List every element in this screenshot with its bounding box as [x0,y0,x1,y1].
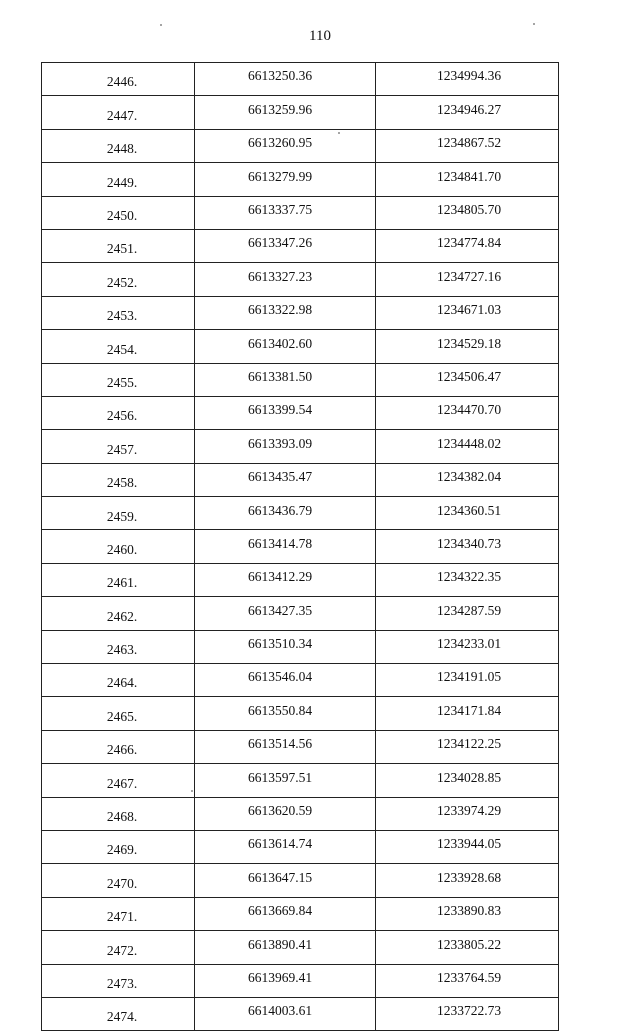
point-number-cell [42,830,195,863]
y-coordinate-cell [376,730,559,763]
table-row [42,997,559,1030]
point-number-cell [42,597,195,630]
y-coordinate-cell-text: 1234340.73 [436,535,502,551]
y-coordinate-cell-text: 1234805.70 [436,202,502,217]
y-coordinate-cell [376,664,559,697]
point-number-cell [42,129,195,162]
point-number-cell-text: 2468. [106,809,138,825]
table-row [42,196,559,229]
point-number-cell [42,396,195,429]
point-number-cell-text: 2473. [106,975,138,991]
table-row [42,730,559,763]
y-coordinate-cell [376,897,559,930]
y-coordinate-cell-text: 1233805.22 [436,936,502,952]
x-coordinate-cell [195,63,376,96]
point-number-cell-text: 2452. [106,274,138,290]
y-coordinate-cell [376,196,559,229]
x-coordinate-cell [195,830,376,863]
table-row [42,363,559,396]
page-number: 110 [309,28,331,44]
point-number-cell [42,363,195,396]
y-coordinate-cell [376,864,559,897]
coordinate-table [41,62,559,1031]
x-coordinate-cell-text: 6613614.74 [247,836,313,852]
table-row [42,897,559,930]
x-coordinate-cell [195,697,376,730]
point-number-cell-text: 2471. [106,909,138,925]
point-number-cell [42,96,195,129]
point-number-cell [42,296,195,329]
x-coordinate-cell-text: 6613402.60 [247,335,313,351]
y-coordinate-cell [376,363,559,396]
y-coordinate-cell [376,96,559,129]
point-number-cell [42,931,195,964]
y-coordinate-cell [376,830,559,863]
x-coordinate-cell-text: 6613597.51 [247,769,313,785]
point-number-cell-text: 2446. [106,74,138,90]
x-coordinate-cell-text: 6613259.96 [247,101,313,117]
point-number-cell [42,664,195,697]
x-coordinate-cell-text: 6613381.50 [247,368,313,384]
point-number-cell [42,897,195,930]
scan-speck [533,23,535,25]
point-number-cell-text: 2456. [106,408,138,424]
point-number-cell [42,864,195,897]
x-coordinate-cell [195,229,376,262]
point-number-cell-text: 2449. [106,174,138,190]
x-coordinate-cell-text: 6613969.41 [247,969,313,985]
point-number-cell [42,430,195,463]
y-coordinate-cell-text: 1234233.01 [436,636,502,652]
coordinate-table-body [42,63,559,1031]
x-coordinate-cell [195,597,376,630]
x-coordinate-cell-text: 6613435.47 [247,469,313,485]
point-number-cell [42,330,195,363]
y-coordinate-cell [376,163,559,196]
point-number-cell-text: 2469. [106,842,138,858]
x-coordinate-cell [195,730,376,763]
x-coordinate-cell-text: 6613427.35 [247,602,313,618]
x-coordinate-cell-text: 6614003.61 [247,1003,313,1019]
point-number-cell-text: 2472. [106,942,138,958]
y-coordinate-cell-text: 1234122.25 [436,736,502,752]
y-coordinate-cell-text: 1234171.84 [436,702,502,718]
y-coordinate-cell [376,263,559,296]
x-coordinate-cell [195,330,376,363]
table-row [42,630,559,663]
point-number-cell [42,563,195,596]
point-number-cell-text: 2462. [106,608,138,624]
y-coordinate-cell-text: 1234994.36 [436,68,502,84]
y-coordinate-cell-text: 1233764.59 [436,969,502,985]
x-coordinate-cell-text: 6613414.78 [247,535,313,551]
y-coordinate-cell-text: 1233974.29 [436,803,502,819]
y-coordinate-cell [376,396,559,429]
table-row [42,63,559,96]
point-number-cell [42,730,195,763]
y-coordinate-cell [376,63,559,96]
table-row [42,229,559,262]
x-coordinate-cell [195,396,376,429]
x-coordinate-cell-text: 6613399.54 [247,402,313,418]
y-coordinate-cell [376,296,559,329]
x-coordinate-cell-text: 6613890.41 [247,936,313,952]
point-number-cell [42,764,195,797]
point-number-cell-text: 2457. [106,441,138,457]
x-coordinate-cell [195,129,376,162]
x-coordinate-cell [195,864,376,897]
point-number-cell [42,497,195,530]
x-coordinate-cell [195,363,376,396]
point-number-cell [42,63,195,96]
x-coordinate-cell-text: 6613510.34 [247,636,313,652]
table-row [42,430,559,463]
x-coordinate-cell-text: 6613322.98 [247,302,313,318]
point-number-cell-text: 2463. [106,642,138,658]
point-number-cell-text: 2461. [106,575,138,591]
y-coordinate-cell-text: 1234774.84 [436,235,502,251]
x-coordinate-cell-text: 6613250.36 [247,68,313,84]
y-coordinate-cell [376,129,559,162]
point-number-cell [42,630,195,663]
x-coordinate-cell-text: 6613337.75 [247,202,313,217]
x-coordinate-cell [195,997,376,1030]
table-row [42,597,559,630]
x-coordinate-cell [195,96,376,129]
point-number-cell-text: 2459. [106,508,138,524]
y-coordinate-cell [376,931,559,964]
point-number-cell [42,997,195,1030]
point-number-cell [42,797,195,830]
y-coordinate-cell [376,330,559,363]
y-coordinate-cell-text: 1234867.52 [436,135,502,151]
x-coordinate-cell [195,530,376,563]
y-coordinate-cell-text: 1233722.73 [436,1003,502,1019]
y-coordinate-cell [376,463,559,496]
point-number-cell-text: 2454. [106,341,138,357]
y-coordinate-cell [376,997,559,1030]
y-coordinate-cell-text: 1234322.35 [436,569,502,585]
y-coordinate-cell-text: 1234506.47 [436,368,502,384]
y-coordinate-cell-text: 1234448.02 [436,435,502,451]
y-coordinate-cell-text: 1234028.85 [436,769,502,785]
x-coordinate-cell [195,764,376,797]
table-row [42,463,559,496]
x-coordinate-cell-text: 6613279.99 [247,168,313,184]
point-number-cell [42,697,195,730]
x-coordinate-cell-text: 6613550.84 [247,702,313,718]
y-coordinate-cell-text: 1234529.18 [436,335,502,351]
point-number-cell [42,463,195,496]
y-coordinate-cell-text: 1234841.70 [436,168,502,184]
table-row [42,497,559,530]
y-coordinate-cell [376,597,559,630]
point-number-cell-text: 2464. [106,675,138,691]
point-number-cell-text: 2450. [106,208,138,223]
table-row [42,330,559,363]
point-number-cell [42,530,195,563]
x-coordinate-cell [195,664,376,697]
y-coordinate-cell [376,229,559,262]
y-coordinate-cell-text: 1234727.16 [436,268,502,284]
table-row [42,263,559,296]
point-number-cell-text: 2451. [106,241,138,257]
y-coordinate-cell [376,497,559,530]
point-number-cell-text: 2455. [106,374,138,390]
x-coordinate-cell [195,964,376,997]
x-coordinate-cell [195,897,376,930]
y-coordinate-cell-text: 1234360.51 [436,502,502,518]
y-coordinate-cell-text: 1233890.83 [436,903,502,919]
point-number-cell-text: 2474. [106,1009,138,1025]
point-number-cell-text: 2448. [106,141,138,157]
x-coordinate-cell-text: 6613647.15 [247,869,313,885]
y-coordinate-cell [376,764,559,797]
table-row [42,797,559,830]
point-number-cell-text: 2465. [106,708,138,724]
table-row [42,697,559,730]
point-number-cell-text: 2458. [106,475,138,491]
point-number-cell-text: 2460. [106,541,138,557]
x-coordinate-cell-text: 6613347.26 [247,235,313,251]
y-coordinate-cell [376,697,559,730]
scan-speck [338,132,340,134]
y-coordinate-cell-text: 1234671.03 [436,302,502,318]
point-number-cell-text: 2470. [106,875,138,891]
x-coordinate-cell-text: 6613327.23 [247,268,313,284]
y-coordinate-cell [376,430,559,463]
x-coordinate-cell [195,630,376,663]
table-row [42,163,559,196]
point-number-cell [42,263,195,296]
x-coordinate-cell-text: 6613514.56 [247,736,313,752]
table-row [42,664,559,697]
x-coordinate-cell-text: 6613260.95 [247,135,313,151]
y-coordinate-cell [376,630,559,663]
x-coordinate-cell [195,931,376,964]
x-coordinate-cell [195,497,376,530]
y-coordinate-cell [376,563,559,596]
point-number-cell [42,964,195,997]
y-coordinate-cell-text: 1234946.27 [436,101,502,117]
x-coordinate-cell [195,563,376,596]
table-row [42,530,559,563]
x-coordinate-cell [195,463,376,496]
y-coordinate-cell-text: 1234287.59 [436,602,502,618]
x-coordinate-cell [195,430,376,463]
y-coordinate-cell [376,797,559,830]
x-coordinate-cell-text: 6613546.04 [247,669,313,685]
table-row [42,764,559,797]
table-row [42,864,559,897]
y-coordinate-cell-text: 1234470.70 [436,402,502,418]
point-number-cell-text: 2467. [106,775,138,791]
x-coordinate-cell-text: 6613393.09 [247,435,313,451]
y-coordinate-cell [376,530,559,563]
y-coordinate-cell-text: 1233944.05 [436,836,502,852]
x-coordinate-cell-text: 6613669.84 [247,903,313,919]
table-row [42,563,559,596]
point-number-cell [42,196,195,229]
y-coordinate-cell-text: 1233928.68 [436,869,502,885]
y-coordinate-cell-text: 1234191.05 [436,669,502,685]
x-coordinate-cell [195,797,376,830]
x-coordinate-cell-text: 6613436.79 [247,502,313,518]
scan-speck [191,790,193,792]
x-coordinate-cell-text: 6613412.29 [247,569,313,585]
table-row [42,96,559,129]
y-coordinate-cell [376,964,559,997]
table-row [42,396,559,429]
table-row [42,296,559,329]
x-coordinate-cell [195,196,376,229]
x-coordinate-cell [195,296,376,329]
table-row [42,964,559,997]
point-number-cell [42,163,195,196]
point-number-cell [42,229,195,262]
point-number-cell-text: 2453. [106,308,138,324]
x-coordinate-cell [195,263,376,296]
table-row [42,129,559,162]
table-row [42,830,559,863]
scan-speck [160,24,162,26]
x-coordinate-cell [195,163,376,196]
point-number-cell-text: 2447. [106,107,138,123]
y-coordinate-cell-text: 1234382.04 [436,469,502,485]
table-row [42,931,559,964]
x-coordinate-cell-text: 6613620.59 [247,803,313,819]
point-number-cell-text: 2466. [106,742,138,758]
